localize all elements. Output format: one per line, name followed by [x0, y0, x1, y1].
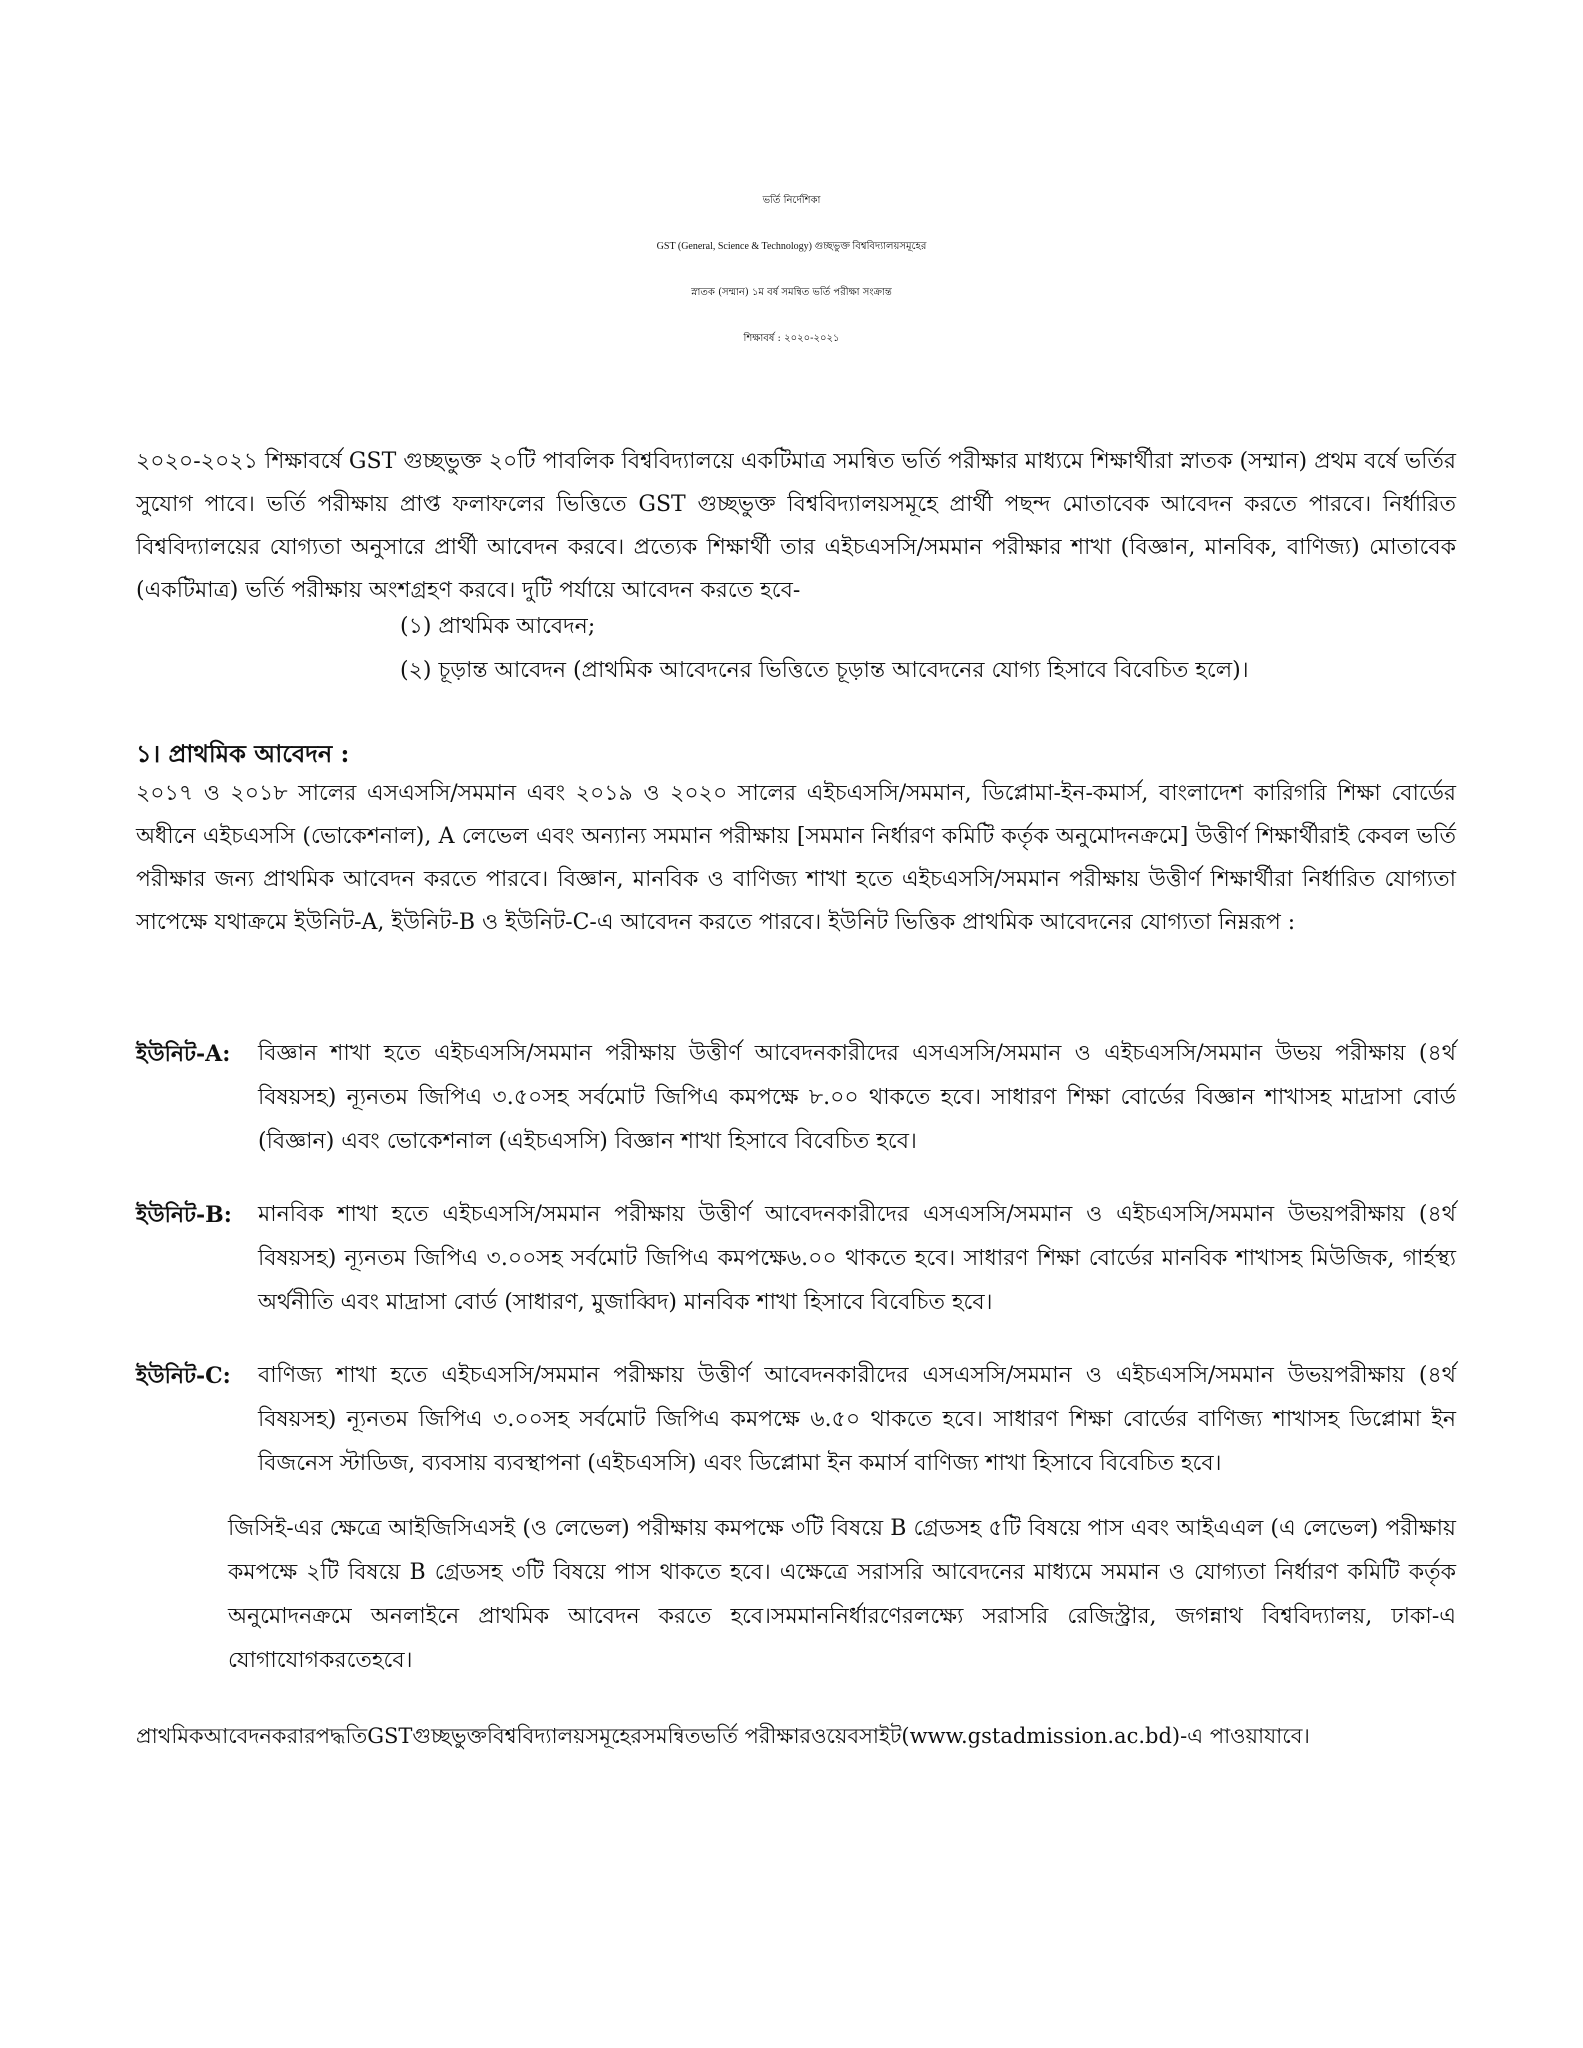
section-heading-primary-application: ১। প্রাথমিক আবেদন : — [136, 739, 350, 768]
gce-paragraph: জিসিই-এর ক্ষেত্রে আইজিসিএসই (ও লেভেল) পরীক্ষায় কমপক্ষে ৩টি বিষয়ে B গ্রেডসহ ৫টি বিষয়ে পাস এবং আইএএল (এ লেভেল) পরীক্ষায় কমপক্ষে ২টি বিষয়ে B গ্রেডসহ ৩টি বিষয়ে পাস থাকতে হবে। এক্ষেত্রে সরাসরি আবেদনের মাধ্যমে সমমান ও যোগ্যতা নির্ধারণ কমিটি কর্তৃক অনুমোদনক্রমে অনলাইনে প্রাথমিক আবেদন করতে হবে।সমমাননির্ধারণেরলক্ষ্যে সরাসরি রেজিস্ট্রার, জগন্নাথ বিশ্ববিদ্যালয়, ঢাকা-এ যোগাযোগকরতেহবে। — [228, 1516, 1456, 1673]
title-block — [0, 178, 1583, 362]
unit-b-text: মানবিক শাখা হতে এইচএসসি/সমমান পরীক্ষায় উত্তীর্ণ আবেদনকারীদের এসএসসি/সমমান ও এইচএসসি/সমমান উভয়পরীক্ষায় (৪র্থ বিষয়সহ) ন্যূনতম জিপিএ ৩.০০সহ সর্বমোট জিপিএ কমপক্ষে৬.০০ থাকতে হবে। সাধারণ শিক্ষা বোর্ডের মানবিক শাখাসহ মিউজিক, গার্হস্থ্য অর্থনীতি এবং মাদ্রাসা বোর্ড (সাধারণ, মুজাব্বিদ) মানবিক শাখা হিসাবে বিবেচিত হবে। — [258, 1202, 1456, 1315]
academic-year: শিক্ষাবর্ষ : ২০২০-২০২১ — [743, 333, 840, 344]
unit-c-block — [136, 1354, 1456, 1486]
unit-a-block — [136, 1032, 1456, 1164]
document-title: ভর্তি নির্দেশিকা — [762, 195, 821, 206]
section-paragraph: ২০১৭ ও ২০১৮ সালের এসএসসি/সমমান এবং ২০১৯ ও ২০২০ সালের এইচএসসি/সমমান, ডিপ্লোমা-ইন-কমার্স, বাংলাদেশ কারিগরি শিক্ষা বোর্ডের অধীনে এইচএসসি (ভোকেশনাল), A লেভেল এবং অন্যান্য সমমান পরীক্ষায় [সমমান নির্ধারণ কমিটি কর্তৃক অনুমোদনক্রমে] উত্তীর্ণ শিক্ষার্থীরাই কেবল ভর্তি পরীক্ষার জন্য প্রাথমিক আবেদন করতে পারবে। বিজ্ঞান, মানবিক ও বাণিজ্য শাখা হতে এইচএসসি/সমমান পরীক্ষায় উত্তীর্ণ শিক্ষার্থীরা নির্ধারিত যোগ্যতা সাপেক্ষে যথাক্রমে ইউনিট-A, ইউনিট-B ও ইউনিট-C-এ আবেদন করতে পারবে। ইউনিট ভিত্তিক প্রাথমিক আবেদনের যোগ্যতা নিম্নরূপ : — [136, 781, 1456, 935]
document-subtitle-2: স্নাতক (সম্মান) ১ম বর্ষ সমন্বিত ভর্তি পরীক্ষা সংক্রান্ত — [691, 287, 892, 298]
document-subtitle: GST (General, Science & Technology) গুচ্ছভুক্ত বিশ্ববিদ্যালয়সমূহের — [656, 241, 927, 252]
step-item-2: (২) চূড়ান্ত আবেদন (প্রাথমিক আবেদনের ভিত্তিতে চূড়ান্ত আবেদনের যোগ্য হিসাবে বিবেচিত হলে)। — [400, 658, 1249, 683]
unit-a-label: ইউনিট-A: — [136, 1041, 231, 1067]
unit-a-text: বিজ্ঞান শাখা হতে এইচএসসি/সমমান পরীক্ষায় উত্তীর্ণ আবেদনকারীদের এসএসসি/সমমান ও এইচএসসি/সমমান উভয় পরীক্ষায় (৪র্থ বিষয়সহ) ন্যূনতম জিপিএ ৩.৫০সহ সর্বমোট জিপিএ কমপক্ষে ৮.০০ থাকতে হবে। সাধারণ শিক্ষা বোর্ডের বিজ্ঞান শাখাসহ মাদ্রাসা বোর্ড (বিজ্ঞান) এবং ভোকেশনাল (এইচএসসি) বিজ্ঞান শাখা হিসাবে বিবেচিত হবে। — [258, 1041, 1456, 1154]
unit-b-label: ইউনিট-B: — [136, 1202, 232, 1228]
step-item-1: (১) প্রাথমিক আবেদন; — [400, 614, 596, 639]
intro-paragraph: ২০২০-২০২১ শিক্ষাবর্ষে GST গুচ্ছভুক্ত ২০টি পাবলিক বিশ্ববিদ্যালয়ে একটিমাত্র সমন্বিত ভর্তি পরীক্ষার মাধ্যমে শিক্ষার্থীরা স্নাতক (সম্মান) প্রথম বর্ষে ভর্তির সুযোগ পাবে। ভর্তি পরীক্ষায় প্রাপ্ত ফলাফলের ভিত্তিতে GST গুচ্ছভুক্ত বিশ্ববিদ্যালয়সমূহে প্রার্থী পছন্দ মোতাবেক আবেদন করতে পারবে। নির্ধারিত বিশ্ববিদ্যালয়ের যোগ্যতা অনুসারে প্রার্থী আবেদন করবে। প্রত্যেক শিক্ষার্থী তার এইচএসসি/সমমান পরীক্ষার শাখা (বিজ্ঞান, মানবিক, বাণিজ্য) মোতাবেক (একটিমাত্র) ভর্তি পরীক্ষায় অংশগ্রহণ করবে। দুটি পর্যায়ে আবেদন করতে হবে- — [136, 449, 1456, 603]
footer-note: প্রাথমিকআবেদনকরারপদ্ধতিGSTগুচ্ছভুক্তবিশ্ববিদ্যালয়সমূহেরসমন্বিতভর্তি পরীক্ষারওয়েবসাইট(www.gstadmission.ac.bd)-এ পাওয়াযাবে। — [136, 1724, 1310, 1748]
unit-c-text: বাণিজ্য শাখা হতে এইচএসসি/সমমান পরীক্ষায় উত্তীর্ণ আবেদনকারীদের এসএসসি/সমমান ও এইচএসসি/সমমান উভয়পরীক্ষায় (৪র্থ বিষয়সহ) ন্যূনতম জিপিএ ৩.০০সহ সর্বমোট জিপিএ কমপক্ষে ৬.৫০ থাকতে হবে। সাধারণ শিক্ষা বোর্ডের বাণিজ্য শাখাসহ ডিপ্লোমা ইন বিজনেস স্টাডিজ, ব্যবসায় ব্যবস্থাপনা (এইচএসসি) এবং ডিপ্লোমা ইন কমার্স বাণিজ্য শাখা হিসাবে বিবেচিত হবে। — [258, 1363, 1456, 1476]
unit-b-block — [136, 1193, 1456, 1325]
unit-c-label: ইউনিট-C: — [136, 1363, 231, 1389]
